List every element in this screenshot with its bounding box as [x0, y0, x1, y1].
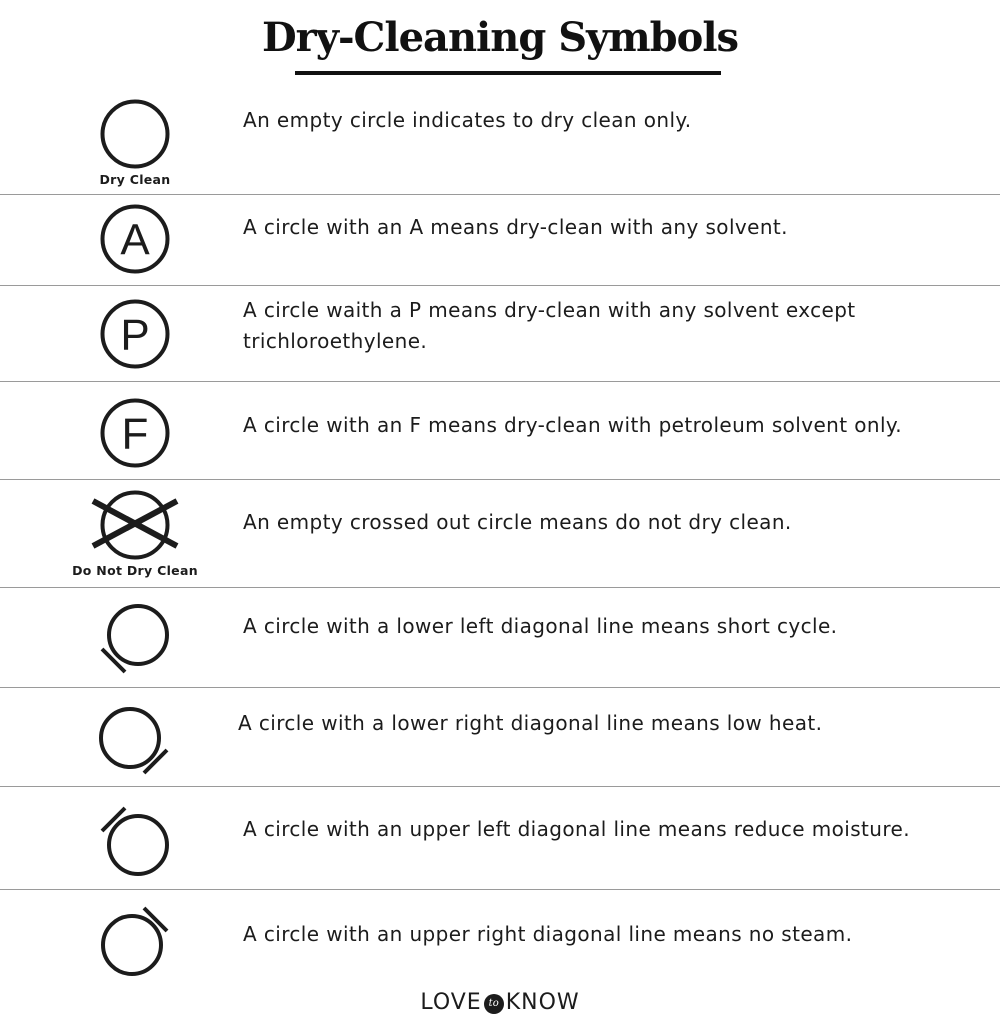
- row-divider: [0, 285, 1000, 286]
- symbol-letter: A: [120, 215, 150, 265]
- circle-lower-left-line-icon: [98, 603, 174, 677]
- circle-lower-right-line-icon: [98, 704, 174, 778]
- description-dry-clean: An empty circle indicates to dry clean only.: [243, 108, 692, 132]
- description-no-steam: A circle with an upper right diagonal line means no steam.: [243, 922, 853, 946]
- description-any-solvent: A circle with an A means dry-clean with any solvent.: [243, 215, 788, 239]
- symbol-label-dry-clean: Dry Clean: [99, 172, 171, 187]
- description-reduce-moisture: A circle with an upper left diagonal line means reduce moisture.: [243, 817, 910, 841]
- description-low-heat: A circle with a lower right diagonal line means low heat.: [238, 711, 823, 735]
- symbol-letter: F: [121, 409, 149, 459]
- brand-logo-know: KNOW: [505, 990, 580, 1015]
- row-divider: [0, 687, 1000, 688]
- row-divider: [0, 194, 1000, 195]
- description-do-not-dry-clean: An empty crossed out circle means do not dry clean.: [243, 510, 792, 534]
- row-divider: [0, 381, 1000, 382]
- description-short-cycle: A circle with a lower left diagonal line means short cycle.: [243, 614, 838, 638]
- circle-empty-icon: [99, 98, 171, 170]
- brand-logo-to: to: [484, 994, 504, 1014]
- circle-crossed-icon: [89, 488, 181, 562]
- brand-logo: [0, 990, 1000, 1015]
- row-divider: [0, 889, 1000, 890]
- row-divider: [0, 479, 1000, 480]
- symbol-letter: P: [120, 310, 150, 360]
- row-divider: [0, 587, 1000, 588]
- description-petroleum-solvent: A circle with an F means dry-clean with petroleum solvent only.: [243, 413, 903, 437]
- circle-upper-left-line-icon: [98, 803, 174, 877]
- circle-letter-f-icon: [99, 397, 171, 469]
- circle-letter-p-icon: [99, 298, 171, 370]
- row-divider: [0, 786, 1000, 787]
- circle-upper-right-line-icon: [98, 903, 174, 977]
- title-underline: [295, 71, 721, 75]
- circle-letter-a-icon: [99, 203, 171, 275]
- page-title: Dry-Cleaning Symbols: [261, 14, 739, 61]
- brand-logo-love: LOVE: [420, 990, 482, 1015]
- description-except-trichloroethylene: A circle waith a P means dry-clean with any solvent except trichloroethylene.: [243, 298, 856, 353]
- symbol-label-do-not-dry-clean: Do Not Dry Clean: [72, 563, 198, 578]
